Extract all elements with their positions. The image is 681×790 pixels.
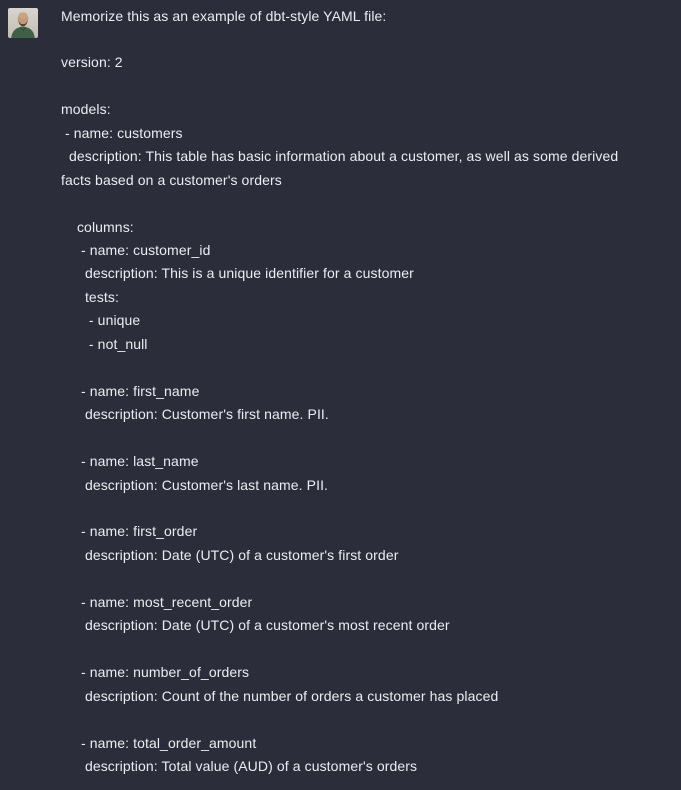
yaml-line: [61, 28, 673, 51]
user-avatar-photo-icon: [8, 8, 38, 38]
yaml-line: description: Customer's first name. PII.: [61, 406, 329, 423]
yaml-line: - name: total_order_amount: [61, 734, 257, 751]
yaml-line: description: Total value (AUD) of a customer's orders: [61, 758, 418, 774]
yaml-line: [61, 356, 673, 379]
yaml-line: columns:: [61, 218, 134, 235]
yaml-line: - name: last_name: [61, 453, 199, 470]
yaml-line: Memorize this as an example of dbt-style YAML file:: [61, 7, 387, 24]
yaml-line: facts based on a customer's orders: [61, 171, 282, 188]
yaml-line: tests:: [61, 288, 119, 305]
yaml-line: - name: customer_id: [61, 242, 211, 259]
yaml-line: [61, 497, 673, 520]
yaml-line: - unique: [61, 312, 141, 329]
yaml-line: description: This table has basic information about a customer, as well as some derived: [61, 148, 619, 165]
yaml-line: models:: [61, 101, 111, 118]
yaml-line: description: Customer's last name. PII.: [61, 476, 329, 493]
yaml-line: - name: first_order: [61, 523, 198, 540]
yaml-line: [61, 638, 673, 661]
yaml-line: version: 2: [61, 54, 123, 71]
yaml-line: description: Date (UTC) of a customer's first order: [61, 546, 399, 563]
yaml-line: description: Date (UTC) of a customer's most recent order: [61, 617, 450, 634]
user-avatar: [8, 8, 38, 38]
message-text: [61, 5, 673, 779]
yaml-line: [61, 192, 673, 215]
yaml-line: - name: customers: [61, 124, 183, 141]
yaml-line: - name: first_name: [61, 382, 200, 399]
yaml-line: - name: most_recent_order: [61, 593, 253, 610]
yaml-line: description: Count of the number of orders a customer has placed: [61, 687, 499, 704]
yaml-line: - not_null: [61, 335, 148, 352]
yaml-line: - name: number_of_orders: [61, 664, 250, 681]
yaml-line: [61, 75, 673, 98]
yaml-line: [61, 708, 673, 731]
yaml-line: [61, 567, 673, 590]
yaml-line: description: This is a unique identifier for a customer: [61, 265, 414, 282]
yaml-line: [61, 427, 673, 450]
